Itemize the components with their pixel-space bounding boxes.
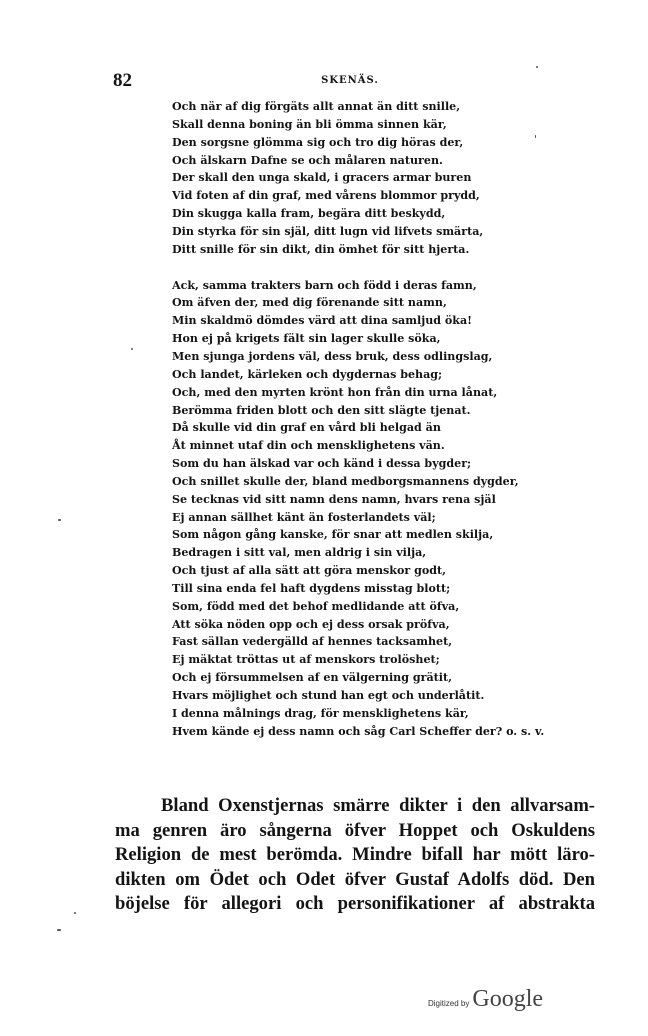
verse-line: Ej annan sällhet känt än fosterlandets väl; <box>172 510 436 524</box>
prose-line: Religion de mest berömda. Mindre bifall har mött läro- <box>115 844 595 866</box>
running-title: SKENÄS. <box>321 75 379 86</box>
verse-line: Och älskarn Dafne se och målaren naturen. <box>172 153 443 167</box>
poem <box>172 98 612 741</box>
verse-line: Se tecknas vid sitt namn dens namn, hvars rena själ <box>172 492 496 506</box>
verse-line: Till sina enda fel haft dygdens misstag blott; <box>172 581 451 595</box>
verse-line: Och landet, kärleken och dygdernas behag; <box>172 367 443 381</box>
verse-line: Ej mäktat tröttas ut af menskors trolöshet; <box>172 653 440 667</box>
scan-speck <box>58 519 61 521</box>
prose-line: ma genren äro sångerna öfver Hoppet och Oskuldens <box>115 819 595 841</box>
digitized-watermark <box>428 986 543 1013</box>
verse-line: Som, född med det behof medlidande att öfva, <box>172 599 460 613</box>
verse-line: Bedragen i sitt val, men aldrig i sin vilja, <box>172 546 427 560</box>
verse-line: Ack, samma trakters barn och född i deras famn, <box>172 278 477 292</box>
google-logo: Google <box>472 986 544 1012</box>
verse-line: Och ej försummelsen af en välgerning grätit, <box>172 671 452 685</box>
stanza-divider <box>172 259 612 277</box>
digitized-label: Digitized by <box>428 999 470 1008</box>
verse-line: Berömma friden blott och den sitt slägte tjenat. <box>172 403 471 417</box>
prose-line: dikten om Ödet och Odet öfver Gustaf Adolfs död. Den <box>115 868 595 890</box>
prose-line: böjelse för allegori och personifikationer af abstrakta <box>115 893 595 915</box>
verse-line: Ditt snille för sin dikt, din ömhet för sitt hjerta. <box>172 242 470 256</box>
verse-line: Hvem kände ej dess namn och såg Carl Scheffer der? o. s. v. <box>172 724 545 738</box>
verse-line: Som du han älskad var och känd i dessa bygder; <box>172 457 472 471</box>
verse-line: Din styrka för sin själ, ditt lugn vid lifvets smärta, <box>172 224 484 238</box>
stanza-1 <box>172 98 612 259</box>
verse-line: Och tjust af alla sätt att göra menskor godt, <box>172 564 446 578</box>
verse-line: Att söka nöden opp och ej dess orsak pröfva, <box>172 617 450 631</box>
page-number: 82 <box>113 70 132 91</box>
verse-line: I denna målnings drag, för mensklighetens kär, <box>172 706 469 720</box>
verse-line: Din skugga kalla fram, begära ditt beskydd, <box>172 207 446 221</box>
verse-line: Men sjunga jordens väl, dess bruk, dess odlingslag, <box>172 349 493 363</box>
verse-line: Hvars möjlighet och stund han egt och underlåtit. <box>172 689 485 702</box>
verse-line: Min skaldmö dömdes värd att dina samljud öka! <box>172 314 473 328</box>
scan-speck <box>535 135 536 138</box>
verse-line: Och snillet skulle der, bland medborgsmannens dygder, <box>172 474 519 488</box>
prose-line: Bland Oxenstjernas smärre dikter i den allvarsam- <box>161 795 595 816</box>
verse-line: Den sorgsne glömma sig och tro dig höras der, <box>172 135 464 149</box>
verse-line: Der skall den unga skald, i gracers armar buren <box>172 171 472 185</box>
verse-line: Som någon gång kanske, för snar att medlen skilja, <box>172 528 494 542</box>
verse-line: Skall denna boning än bli ömma sinnen kär, <box>172 117 447 131</box>
stanza-2 <box>172 277 612 741</box>
scan-speck <box>536 66 538 68</box>
verse-line: Fast sällan vedergälld af hennes tacksamhet, <box>172 635 453 649</box>
prose-paragraph <box>115 794 595 917</box>
scan-speck <box>57 929 61 931</box>
verse-line: Vid foten af din graf, med vårens blommor prydd, <box>172 189 480 203</box>
scan-speck <box>131 348 133 350</box>
verse-line: Och, med den myrten krönt hon från din urna lånat, <box>172 385 498 399</box>
verse-line: Och när af dig förgäts allt annat än ditt snille, <box>172 100 461 113</box>
verse-line: Hon ej på krigets fält sin lager skulle söka, <box>172 332 441 346</box>
verse-line: Åt minnet utaf din och mensklighetens vän. <box>172 439 445 453</box>
verse-line: Om äfven der, med dig förenande sitt namn, <box>172 296 447 310</box>
verse-line: Då skulle vid din graf en vård bli helgad än <box>172 421 441 435</box>
scan-speck <box>74 912 76 914</box>
